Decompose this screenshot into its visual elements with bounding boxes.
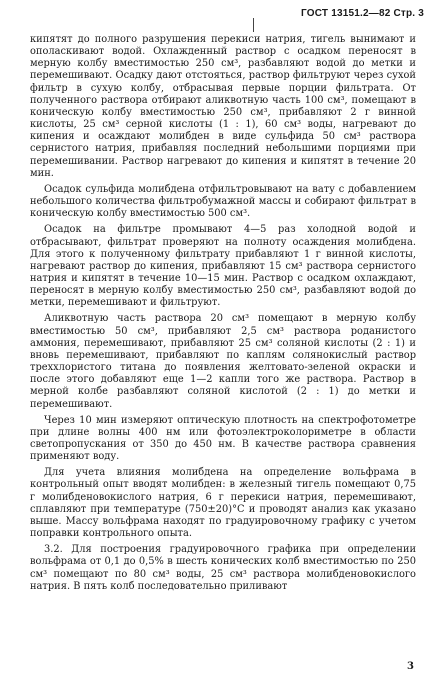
margin-mark bbox=[253, 18, 254, 32]
page-header: ГОСТ 13151.2—82 Стр. 3 bbox=[301, 8, 424, 19]
paragraph-section-3-2: 3.2. Для построения градуировочного графика при определении вольфрама от 0,1 до 0,5% в шесть конических колб вместимостью по 250 см³ помещают по 80 см³ воды, 25 см³ раствора молибденовокислого натрия. В пять колб последовательно приливают bbox=[30, 544, 416, 592]
paragraph-sulfide-filtration: Осадок сульфида молибдена отфильтровывают на вату с добавлением небольшого количества фильтробумажной массы и собирают фильтрат в коническую колбу вместимостью 500 см³. bbox=[30, 183, 416, 220]
paragraph-continuation: кипятят до полного разрушения перекиси натрия, тигель вынимают и ополаскивают водой. Охлажденный раствор с осадком переносят в мерную колбу вместимостью 250 см³, разбавляют водой до метки и перемешивают. Осадку дают отстояться, раствор фильтруют через сухой фильтр в сухую колбу, отбрасывая первые порции фильтрата. От полученного раствора отбирают аликвотную часть 100 см³, помещают в коническую колбу вместимостью 250 см³, прибавляют 2 г винной кислоты, 25 см³ серной кислоты (1 : 1), 60 см³ воды, нагревают до кипения и осаждают молибден в виде сульфида 50 см³ раствора сернистого натрия, прибавляя последний небольшими порциями при перемешивании. Раствор нагревают до кипения и кипятят в течение 20 мин. bbox=[30, 34, 416, 179]
paragraph-control-experiment: Для учета влияния молибдена на определение вольфрама в контрольный опыт вводят молибден: в железный тигель помещают 0,75 г молибденовокислого натрия, 6 г перекиси натрия, перемешивают, сплавляют при температуре (750±20)°С и проводят анализ как указано выше. Массу вольфрама находят по градуировочному графику с учетом поправки контрольного опыта. bbox=[30, 467, 416, 540]
paragraph-optical-density: Через 10 мин измеряют оптическую плотность на спектрофотометре при длине волны 400 нм или фотоэлектроколориметре в области светопропускания от 350 до 450 нм. В качестве раствора сравнения применяют воду. bbox=[30, 414, 416, 463]
page-number: 3 bbox=[407, 661, 414, 672]
page-body bbox=[30, 34, 416, 597]
paragraph-precipitate-wash: Осадок на фильтре промывают 4—5 раз холодной водой и отбрасывают, фильтрат проверяют на полноту осаждения молибдена. Для этого к полученному фильтрату прибавляют 1 г винной кислоты, нагревают раствор до кипения, прибавляют 15 см³ раствора сернистого натрия и кипятят в течение 10—15 мин. Раствор с осадком охлаждают, переносят в мерную колбу вместимостью 250 см³, разбавляют водой до метки, перемешивают и фильтруют. bbox=[30, 224, 416, 309]
paragraph-aliquot: Аликвотную часть раствора 20 см³ помещают в мерную колбу вместимостью 50 см³, прибавляют 2,5 см³ раствора роданистого аммония, перемешивают, прибавляют 25 см³ соляной кислоты (2 : 1) и вновь перемешивают, прибавляют по каплям солянокислый раствор треххлористого титана до появления желтовато-зеленой окраски и после этого добавляют еще 1—2 капли того же раствора. Раствор в мерной колбе разбавляют соляной кислотой (2 : 1) до метки и перемешивают. bbox=[30, 313, 416, 410]
